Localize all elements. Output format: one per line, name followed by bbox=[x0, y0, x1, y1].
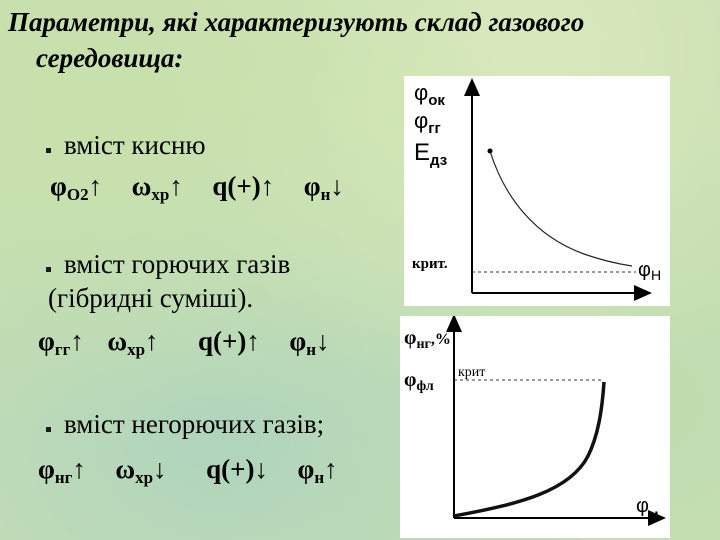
graph-top-svg bbox=[404, 76, 670, 306]
item-combustible-gases-line-1: вміст горючих газів bbox=[64, 249, 291, 279]
graph-top-ylabel-2: $\varphi_{гг}$ bbox=[414, 108, 441, 137]
graph-bottom-xlabel: $\varphi_н$ bbox=[636, 495, 659, 524]
item-noncombustible-gases: вміст негорючих газів; bbox=[64, 409, 325, 439]
item-combustible-gases-line-2: (гібридні суміші). bbox=[48, 283, 254, 313]
formula-noncombustible: $\varphi_{нг}↑$ $\omega_{хр}↓$ q(+)↓ $\varphi_н↑$ bbox=[38, 454, 338, 487]
graph-bottom-level-label: $\varphi_{фл}$ bbox=[404, 369, 434, 394]
title-line-1: Параметри, які характеризують склад газового bbox=[8, 7, 585, 37]
bullet-1 bbox=[46, 148, 51, 153]
item-oxygen: вміст кисню bbox=[64, 130, 206, 160]
graph-bottom-svg bbox=[400, 316, 670, 538]
slide-title bbox=[8, 4, 708, 76]
graph-top-panel bbox=[404, 76, 670, 306]
formula-combustible: $\varphi_{гг}↑$ $\omega_{хр}↑$ q(+)↑ $\varphi_н↓$ bbox=[38, 326, 330, 359]
graph-bottom-panel bbox=[400, 316, 670, 538]
formula-oxygen: $\varphi_{O2}↑$ $\omega_{хр}↑$ q(+)↑ $\varphi_н↓$ bbox=[50, 171, 344, 204]
item-combustible-gases bbox=[48, 247, 290, 315]
graph-top-ylabel-1: $\varphi_{ок}$ bbox=[414, 80, 445, 109]
graph-bottom-ylabel: $\varphi_{нг}^{,\%}$ bbox=[404, 327, 451, 352]
graph-top-start-point bbox=[488, 149, 493, 154]
graph-top-crit-label: крит. bbox=[412, 256, 448, 272]
title-line-2: середовища: bbox=[36, 43, 184, 73]
graph-top-xlabel: $\varphi_Н$ bbox=[638, 259, 662, 283]
graph-bottom-curve bbox=[454, 382, 604, 516]
graph-top-ylabel-3: $Е_{дз}$ bbox=[414, 139, 448, 169]
graph-top-curve bbox=[490, 151, 632, 266]
graph-bottom-crit-label: крит bbox=[458, 365, 486, 380]
bullet-3 bbox=[46, 427, 51, 432]
